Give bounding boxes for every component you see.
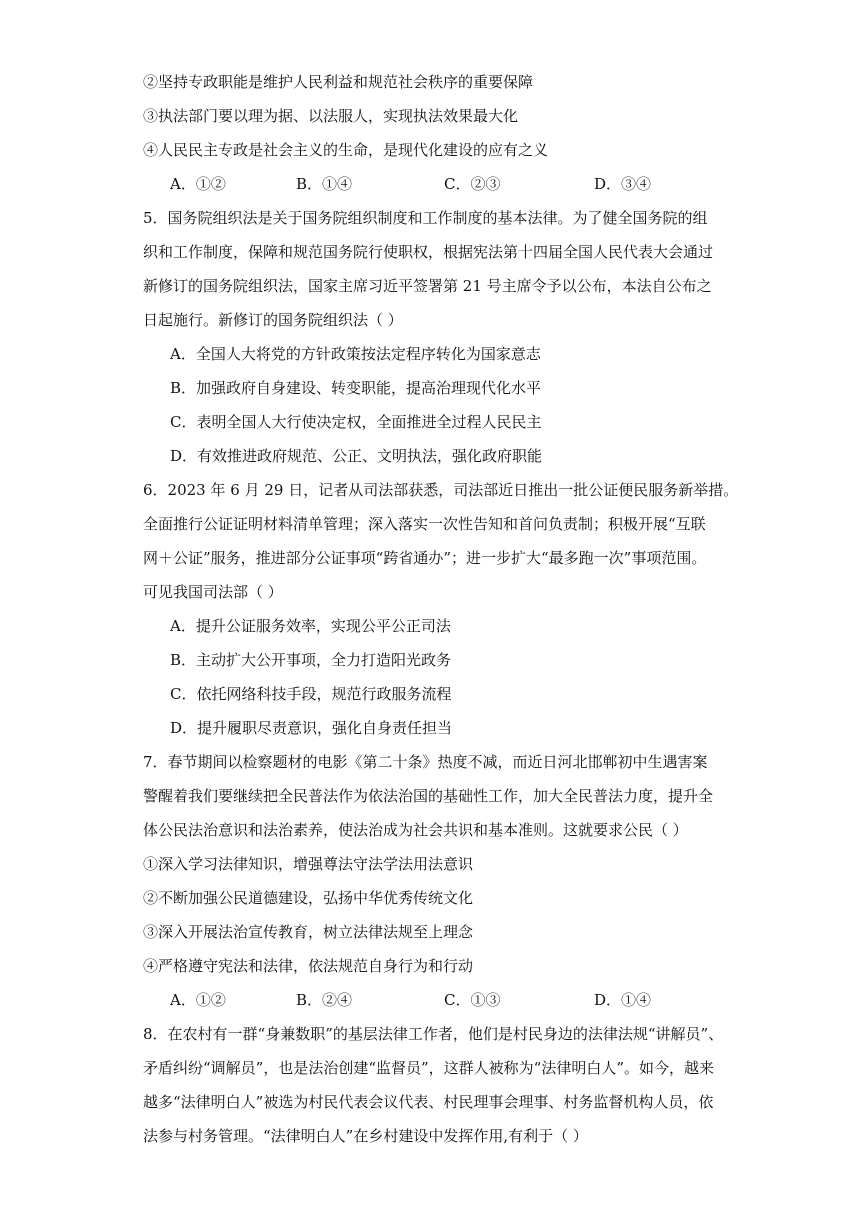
q7-statement-1: ①深入学习法律知识，增强尊法守法学法用法意识 (143, 855, 474, 873)
q6-option-b[interactable]: B．主动扩大公开事项，全力打造阳光政务 (170, 651, 452, 669)
q5-stem-line-1: 5．国务院组织法是关于国务院组织制度和工作制度的基本法律。为了健全国务院的组 (143, 209, 708, 227)
q7-statement-4: ④严格遵守宪法和法律，依法规范自身行为和行动 (143, 957, 474, 975)
q7-option-b[interactable]: B．②④ (296, 991, 353, 1009)
q6-option-c[interactable]: C．依托网络科技手段，规范行政服务流程 (170, 685, 452, 703)
q7-option-d[interactable]: D．①④ (594, 991, 652, 1009)
q4-option-a[interactable]: A．①② (170, 175, 226, 193)
q5-stem-line-2: 织和工作制度，保障和规范国务院行使职权，根据宪法第十四届全国人民代表大会通过 (143, 243, 714, 261)
q6-stem-line-4: 可见我国司法部（ ） (143, 583, 283, 601)
q6-stem-line-3: 网＋公证”服务，推进部分公证事项“跨省通办”；进一步扩大“最多跑一次”事项范围。 (143, 549, 707, 567)
q4-option-b[interactable]: B．①④ (296, 175, 353, 193)
q7-option-c[interactable]: C．①③ (444, 991, 501, 1009)
q5-stem-line-3: 新修订的国务院组织法，国家主席习近平签署第 21 号主席令予以公布，本法自公布之 (143, 277, 712, 295)
q8-stem-line-1: 8．在农村有一群“身兼数职”的基层法律工作者，他们是村民身边的法律法规“讲解员”、 (143, 1025, 724, 1043)
q7-statement-3: ③深入开展法治宣传教育，树立法律法规至上理念 (143, 923, 474, 941)
q8-stem-line-2: 矛盾纠纷“调解员”，也是法治创建“监督员”，这群人被称为“法律明白人”。如今，越来 (143, 1059, 715, 1077)
q7-stem-line-1: 7．春节期间以检察题材的电影《第二十条》热度不减，而近日河北邯郸初中生遇害案 (143, 753, 708, 771)
q5-option-d[interactable]: D．有效推进政府规范、公正、文明执法，强化政府职能 (170, 447, 543, 465)
q5-stem-line-4: 日起施行。新修订的国务院组织法（ ） (143, 311, 403, 329)
q7-stem-line-2: 警醒着我们要继续把全民普法作为依法治国的基础性工作，加大全民普法力度，提升全 (143, 787, 714, 805)
q7-option-a[interactable]: A．①② (170, 991, 226, 1009)
q5-option-a[interactable]: A．全国人大将党的方针政策按法定程序转化为国家意志 (170, 345, 541, 363)
q5-option-b[interactable]: B．加强政府自身建设、转变职能，提高治理现代化水平 (170, 379, 542, 397)
q4-option-d[interactable]: D．③④ (594, 175, 652, 193)
q6-option-d[interactable]: D．提升履职尽责意识，强化自身责任担当 (170, 719, 453, 737)
q6-stem-line-1: 6．2023 年 6 月 29 日，记者从司法部获悉，司法部近日推出一批公证便民服务新举措。 (143, 481, 739, 499)
q8-stem-line-4: 法参与村务管理。“法律明白人”在乡村建设中发挥作用,有利于（ ） (143, 1127, 588, 1145)
q8-stem-line-3: 越多“法律明白人”被选为村民代表会议代表、村民理事会理事、村务监督机构人员，依 (143, 1093, 714, 1111)
q6-option-a[interactable]: A．提升公证服务效率，实现公平公正司法 (170, 617, 451, 635)
q4-option-c[interactable]: C．②③ (444, 175, 501, 193)
q7-statement-2: ②不断加强公民道德建设，弘扬中华优秀传统文化 (143, 889, 474, 907)
q4-statement-2: ②坚持专政职能是维护人民利益和规范社会秩序的重要保障 (143, 73, 534, 91)
q4-statement-4: ④人民民主专政是社会主义的生命，是现代化建设的应有之义 (143, 141, 549, 159)
q6-stem-line-2: 全面推行公证证明材料清单管理；深入落实一次性告知和首问负责制；积极开展“互联 (143, 515, 706, 533)
q7-stem-line-3: 体公民法治意识和法治素养，使法治成为社会共识和基本准则。这就要求公民（ ） (143, 821, 688, 839)
q5-option-c[interactable]: C．表明全国人大行使决定权，全面推进全过程人民民主 (170, 413, 542, 431)
q4-statement-3: ③执法部门要以理为据、以法服人，实现执法效果最大化 (143, 107, 519, 125)
